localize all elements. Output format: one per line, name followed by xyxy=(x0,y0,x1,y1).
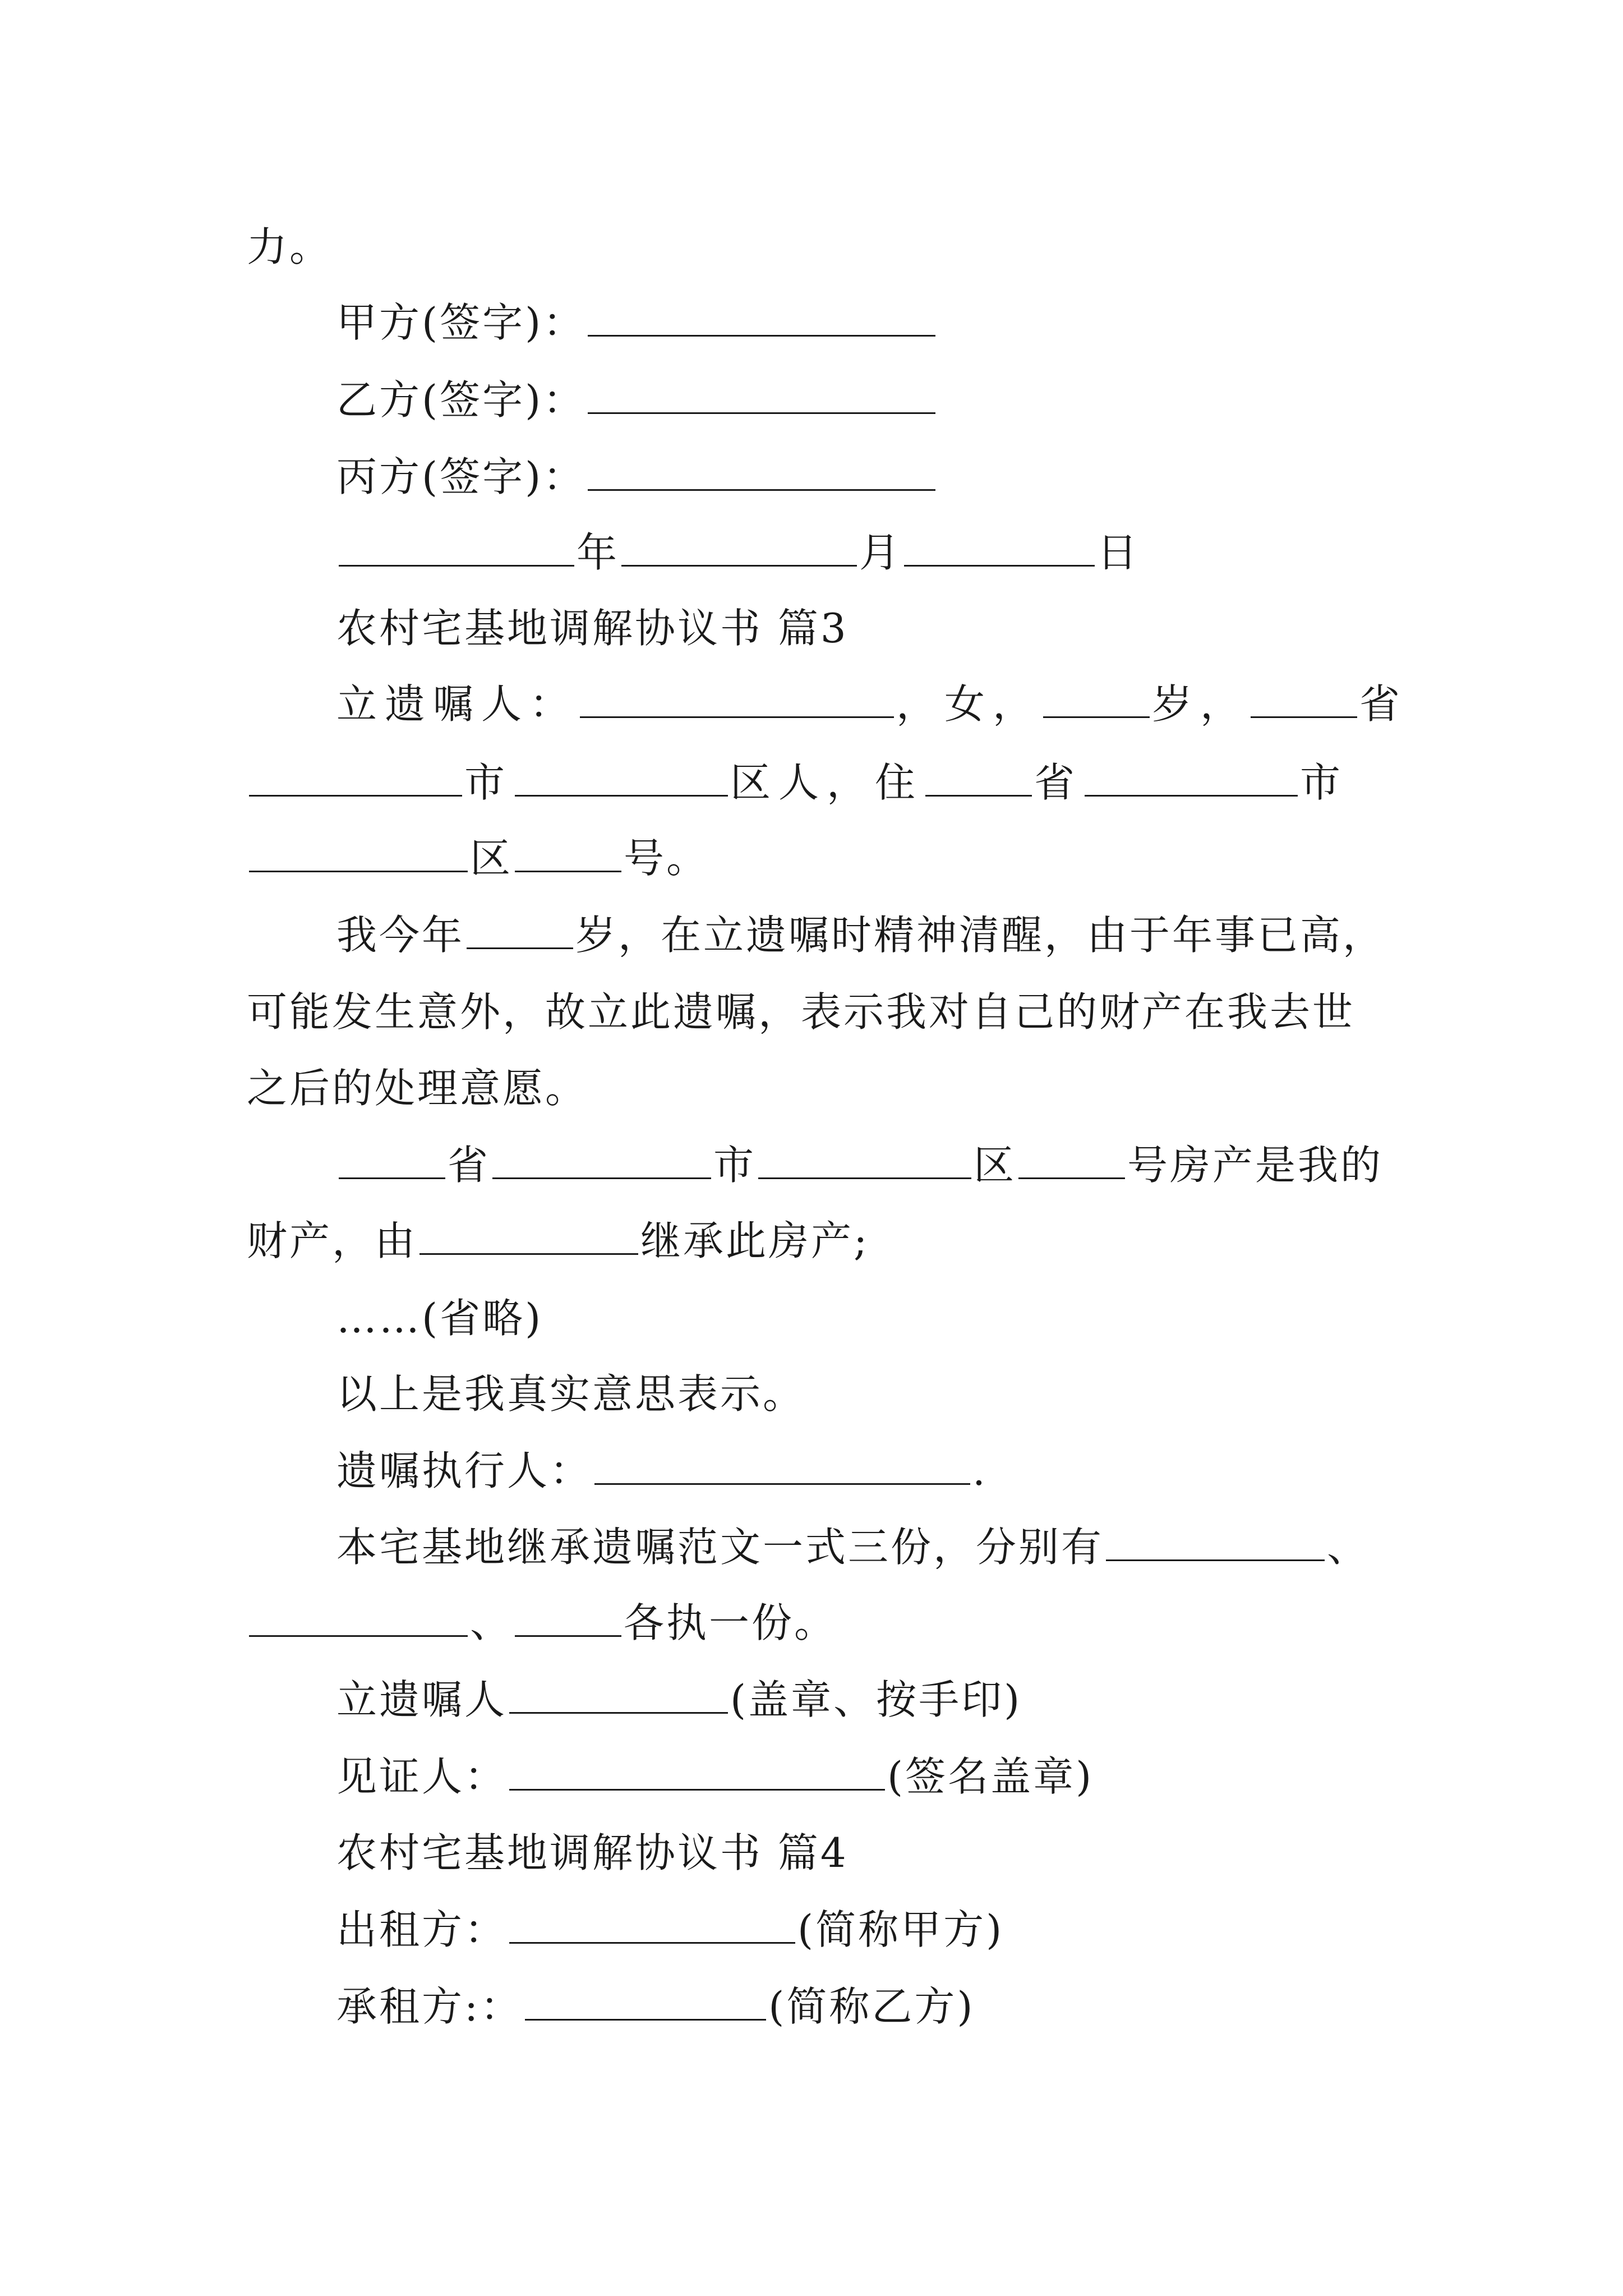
blank-line xyxy=(588,455,935,491)
text: 、 xyxy=(470,1599,513,1646)
signature-line-party-b xyxy=(336,372,938,428)
text: 农村宅基地调解协议书 篇3 xyxy=(336,605,849,652)
text: 以上是我真实意思表示。 xyxy=(336,1370,806,1418)
paragraph-line xyxy=(247,1060,588,1116)
text: 农村宅基地调解协议书 篇4 xyxy=(336,1829,849,1876)
text: 立遗嘱人 xyxy=(336,1676,508,1723)
blank-line xyxy=(509,1908,795,1944)
section-heading-4 xyxy=(336,1825,849,1881)
blank-line xyxy=(1251,683,1357,718)
text: . xyxy=(972,1447,988,1494)
blank-line xyxy=(588,379,935,414)
text: 省 xyxy=(1359,680,1408,728)
blank-line xyxy=(419,1220,638,1255)
paragraph-line xyxy=(336,907,1385,963)
text: 见证人： xyxy=(336,1753,508,1800)
signature-line-party-a xyxy=(336,295,938,351)
text: 月 xyxy=(859,529,902,576)
text: 区 xyxy=(470,835,513,882)
blank-line xyxy=(249,1602,468,1637)
text: 区 xyxy=(974,1142,1017,1189)
testator-signature-line xyxy=(336,1672,1022,1728)
text: 省 xyxy=(1034,759,1083,806)
property-line xyxy=(336,1137,1383,1193)
text: 乙方(签字)： xyxy=(336,376,586,424)
property-line-2 xyxy=(247,1213,869,1269)
executor-line xyxy=(336,1443,988,1499)
text: ……(省略) xyxy=(336,1295,543,1342)
blank-line xyxy=(515,837,621,872)
blank-line xyxy=(588,301,935,337)
text: 之后的处理意愿。 xyxy=(247,1065,588,1112)
section-heading-3 xyxy=(336,600,849,656)
testator-line xyxy=(336,676,1408,732)
text: 岁， xyxy=(1152,680,1249,728)
text: (签名盖章) xyxy=(887,1753,1094,1800)
text: (简称甲方) xyxy=(797,1906,1004,1953)
blank-line xyxy=(904,531,1095,567)
blank-line xyxy=(1018,1144,1125,1179)
date-line xyxy=(336,524,1140,581)
copies-line-2 xyxy=(247,1595,837,1651)
text: 市 xyxy=(713,1142,757,1189)
text: 丙方(签字)： xyxy=(336,453,586,500)
text: 各执一份。 xyxy=(624,1599,837,1646)
blank-line xyxy=(515,761,728,797)
text: 省 xyxy=(448,1142,491,1189)
blank-line xyxy=(594,1450,970,1485)
blank-line xyxy=(515,1602,621,1637)
address-line-2 xyxy=(247,830,709,886)
text: (简称乙方) xyxy=(768,1983,975,2030)
lessee-line xyxy=(336,1978,975,2035)
blank-line xyxy=(509,1678,728,1714)
lessor-line xyxy=(336,1902,1004,1958)
text: 、 xyxy=(1327,1524,1370,1571)
line-1 xyxy=(247,219,332,275)
address-line-1 xyxy=(247,754,1348,811)
text: 岁，在立遗嘱时精神清醒，由于年事已高， xyxy=(575,912,1386,959)
blank-line xyxy=(339,531,574,567)
text: 日 xyxy=(1097,529,1140,576)
text: 可能发生意外，故立此遗嘱，表示我对自己的财产在我去世 xyxy=(247,988,1355,1036)
text: 市 xyxy=(1300,759,1349,806)
blank-line xyxy=(339,1144,445,1179)
text: 区人，住 xyxy=(730,759,924,806)
text: 本宅基地继承遗嘱范文一式三份，分别有 xyxy=(336,1524,1104,1571)
blank-line xyxy=(509,1755,885,1791)
text: 力。 xyxy=(247,223,333,270)
text: 立遗嘱人： xyxy=(336,680,578,728)
text: 继承此房产; xyxy=(640,1217,870,1264)
witness-line xyxy=(336,1749,1094,1805)
blank-line xyxy=(758,1144,971,1179)
blank-line xyxy=(249,761,462,797)
copies-line xyxy=(336,1519,1370,1575)
blank-line xyxy=(467,914,573,949)
blank-line xyxy=(525,1985,766,2021)
text: 我今年 xyxy=(336,912,465,959)
text: 号房产是我的 xyxy=(1127,1142,1384,1189)
text: 出租方： xyxy=(336,1906,508,1953)
text: 遗嘱执行人： xyxy=(336,1447,593,1494)
text: 甲方(签字)： xyxy=(336,299,586,346)
paragraph-line xyxy=(247,984,1355,1040)
text: ，女， xyxy=(896,680,1041,728)
blank-line xyxy=(249,837,468,872)
signature-line-party-c xyxy=(336,449,938,505)
text: 市 xyxy=(464,759,513,806)
text: 年 xyxy=(577,529,620,576)
blank-line xyxy=(621,531,857,567)
text: 号。 xyxy=(624,835,709,882)
blank-line xyxy=(925,761,1032,797)
text: (盖章、按手印) xyxy=(730,1676,1022,1723)
text: 财产，由 xyxy=(247,1217,418,1264)
statement-line xyxy=(336,1366,805,1422)
blank-line xyxy=(492,1144,711,1179)
omitted-line xyxy=(336,1290,543,1346)
text: 承租方:： xyxy=(336,1983,523,2030)
blank-line xyxy=(1085,761,1298,797)
blank-line xyxy=(580,683,894,718)
blank-line xyxy=(1106,1526,1325,1561)
blank-line xyxy=(1043,683,1150,718)
